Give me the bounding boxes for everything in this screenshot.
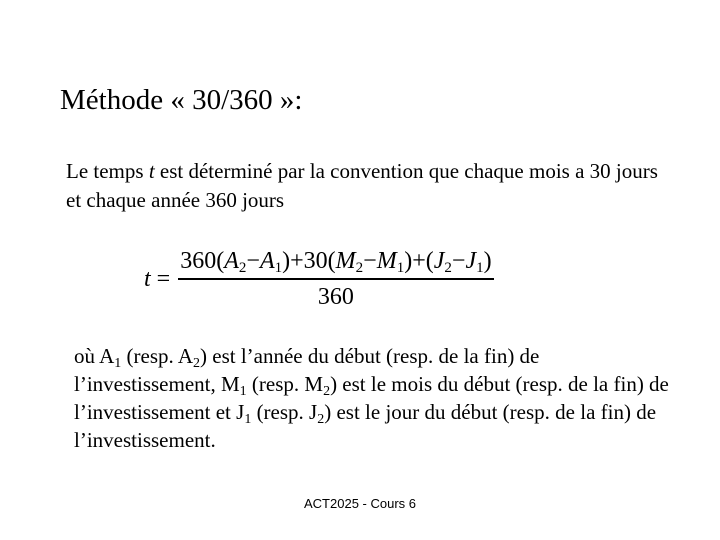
expl-part-6: (resp. J <box>251 400 318 424</box>
intro-variable-t: t <box>148 159 155 183</box>
expl-sub-5: 1 <box>244 412 252 427</box>
formula-fraction <box>178 247 493 311</box>
num-minus-1: − <box>246 248 260 275</box>
expl-part-5: ) est le mois du début (resp. de la fin) de l’investissement et J <box>74 372 669 424</box>
slide-footer: ACT2025 - Cours 6 <box>304 496 416 511</box>
expl-part-7: ) est le jour du début (resp. de la fin) de l’investissement. <box>74 400 657 452</box>
num-sub-m2: 2 <box>355 260 364 277</box>
formula-denominator: 360 <box>317 283 354 310</box>
num-sub-a1: 1 <box>274 260 283 277</box>
num-var-j1: J <box>465 248 477 275</box>
num-open-paren-3: ( <box>425 248 434 275</box>
num-minus-3: − <box>451 248 466 275</box>
num-var-a1: A <box>259 248 275 275</box>
num-var-m2: M <box>335 248 356 275</box>
expl-sub-2: 2 <box>193 356 201 371</box>
num-var-m1: M <box>376 248 397 275</box>
formula-equals-sign: = <box>156 265 171 292</box>
expl-sub-3: 1 <box>239 384 247 399</box>
expl-part-3: ) est l’année du début (resp. de la fin) de l’investissement, M <box>74 344 540 396</box>
expl-sub-1: 1 <box>114 356 122 371</box>
intro-text-after: est déterminé par la convention que chaque mois a 30 jours et chaque année 360 jours <box>66 159 658 212</box>
expl-part-4: (resp. M <box>246 372 324 396</box>
expl-part-1: où A <box>74 344 115 368</box>
expl-sub-4: 2 <box>323 384 331 399</box>
num-var-a2: A <box>224 248 239 275</box>
num-open-paren-1: ( <box>216 248 225 275</box>
formula-numerator <box>178 247 493 278</box>
formula-lhs: t <box>144 265 151 292</box>
num-sub-j1: 1 <box>476 260 484 277</box>
expl-sub-6: 2 <box>317 412 325 427</box>
explanation-paragraph <box>74 342 674 454</box>
num-plus-1: + <box>290 248 304 275</box>
num-close-paren-1: ) <box>282 248 291 275</box>
num-close-paren-3: ) <box>483 248 492 275</box>
intro-text-before: Le temps <box>66 159 149 183</box>
formula <box>144 246 494 312</box>
expl-part-2: (resp. A <box>121 344 194 368</box>
num-sub-a2: 2 <box>238 260 247 277</box>
num-coef-years: 360 <box>180 248 217 275</box>
num-sub-j2: 2 <box>444 260 452 277</box>
num-open-paren-2: ( <box>327 248 336 275</box>
num-plus-2: + <box>412 248 426 275</box>
num-sub-m1: 1 <box>396 260 405 277</box>
num-var-j2: J <box>433 248 445 275</box>
slide-title: Méthode « 30/360 »: <box>60 84 303 116</box>
num-close-paren-2: ) <box>404 248 413 275</box>
num-coef-months: 30 <box>303 248 328 275</box>
num-minus-2: − <box>363 248 377 275</box>
intro-paragraph <box>66 157 666 215</box>
